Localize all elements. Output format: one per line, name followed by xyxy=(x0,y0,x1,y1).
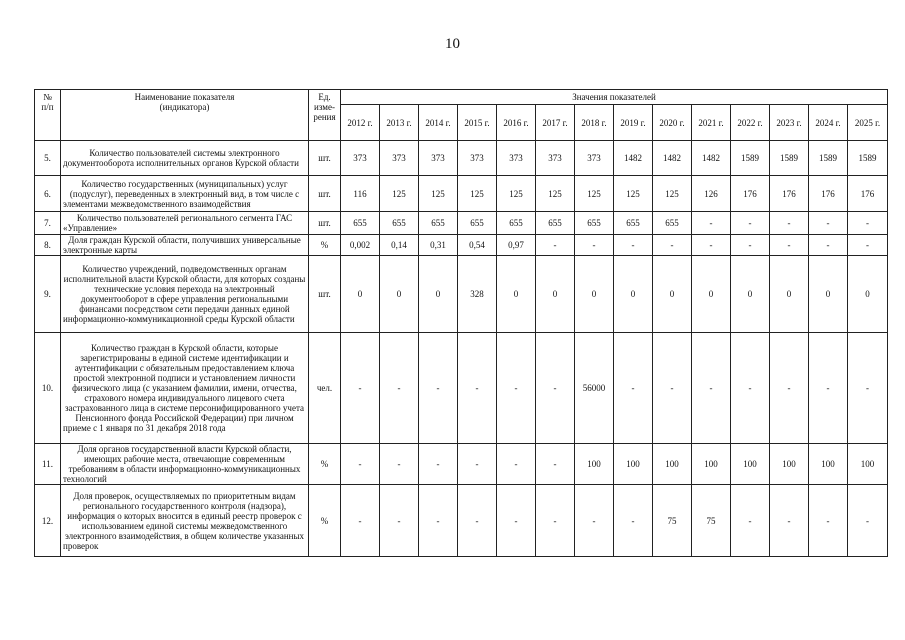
table-header xyxy=(35,90,888,141)
indicator-unit: шт. xyxy=(309,176,341,212)
indicator-value: 0 xyxy=(692,256,731,333)
row-number: 6. xyxy=(35,176,61,212)
row-number: 10. xyxy=(35,333,61,444)
header-year: 2019 г. xyxy=(614,105,653,141)
indicator-value: - xyxy=(536,235,575,256)
header-year: 2013 г. xyxy=(380,105,419,141)
indicator-value: 0,31 xyxy=(419,235,458,256)
indicator-value: - xyxy=(731,212,770,235)
row-number: 5. xyxy=(35,141,61,176)
indicator-value: - xyxy=(848,485,888,557)
indicator-value: 1589 xyxy=(731,141,770,176)
indicator-value: - xyxy=(731,235,770,256)
table-row xyxy=(35,485,888,557)
indicator-value: 0 xyxy=(770,256,809,333)
header-year: 2014 г. xyxy=(419,105,458,141)
indicator-value: 1482 xyxy=(614,141,653,176)
indicator-value: - xyxy=(692,212,731,235)
indicator-value: - xyxy=(770,333,809,444)
indicator-value: - xyxy=(809,485,848,557)
indicator-value: 1482 xyxy=(692,141,731,176)
indicator-value: 125 xyxy=(419,176,458,212)
indicator-value: 655 xyxy=(380,212,419,235)
header-year: 2023 г. xyxy=(770,105,809,141)
indicator-value: - xyxy=(692,333,731,444)
indicator-value: 100 xyxy=(809,444,848,485)
indicator-value: 655 xyxy=(653,212,692,235)
header-year: 2024 г. xyxy=(809,105,848,141)
indicator-value: 0 xyxy=(536,256,575,333)
header-name: Наименование показателя (индикатора) xyxy=(61,90,309,141)
indicator-value: 100 xyxy=(653,444,692,485)
row-number: 7. xyxy=(35,212,61,235)
indicator-value: 0 xyxy=(497,256,536,333)
row-number: 9. xyxy=(35,256,61,333)
indicator-value: 176 xyxy=(848,176,888,212)
indicator-value: - xyxy=(575,485,614,557)
table-row xyxy=(35,256,888,333)
indicator-value: - xyxy=(497,333,536,444)
indicator-value: 655 xyxy=(341,212,380,235)
indicator-unit: % xyxy=(309,485,341,557)
indicator-value: - xyxy=(458,444,497,485)
indicator-name: Количество пользователей системы электронного документооборота исполнительных органов Курской области xyxy=(61,141,309,176)
header-year: 2025 г. xyxy=(848,105,888,141)
indicator-value: 100 xyxy=(614,444,653,485)
indicator-value: - xyxy=(653,235,692,256)
indicator-value: - xyxy=(380,333,419,444)
indicator-name: Доля органов государственной власти Курской области, имеющих рабочие места, отвечающие современным требованиям в области информационно-коммуникационных технологий xyxy=(61,444,309,485)
indicator-value: - xyxy=(341,485,380,557)
header-year: 2017 г. xyxy=(536,105,575,141)
table-row xyxy=(35,141,888,176)
indicator-value: 100 xyxy=(848,444,888,485)
indicator-value: 0 xyxy=(653,256,692,333)
indicator-name: Количество учреждений, подведомственных органам исполнительной власти Курской области, для которых созданы технические условия перехода на электронный документооборот в сфере управления региональными финансами посредством сети передачи данных единой информационно-коммуникационной среды Курской области xyxy=(61,256,309,333)
table-row xyxy=(35,333,888,444)
indicator-value: - xyxy=(809,212,848,235)
indicator-value: - xyxy=(458,485,497,557)
indicator-value: - xyxy=(380,485,419,557)
header-values: Значения показателей xyxy=(341,90,888,105)
indicator-value: - xyxy=(692,235,731,256)
table-row xyxy=(35,444,888,485)
indicator-value: 655 xyxy=(458,212,497,235)
indicator-value: - xyxy=(848,212,888,235)
indicator-value: 1482 xyxy=(653,141,692,176)
indicator-value: 0 xyxy=(848,256,888,333)
indicator-value: - xyxy=(536,333,575,444)
indicator-value: 125 xyxy=(653,176,692,212)
indicator-name: Доля проверок, осуществляемых по приоритетным видам регионального государственного контроля (надзора), информация о которых вносится в единый реестр проверок с использованием единой системы межведомственного электронного взаимодействия, в общем количестве указанных проверок xyxy=(61,485,309,557)
indicator-value: 56000 xyxy=(575,333,614,444)
indicator-value: 125 xyxy=(614,176,653,212)
indicator-value: 373 xyxy=(380,141,419,176)
indicator-value: 116 xyxy=(341,176,380,212)
header-year: 2018 г. xyxy=(575,105,614,141)
indicator-value: - xyxy=(419,444,458,485)
indicator-value: 0 xyxy=(380,256,419,333)
indicator-value: - xyxy=(419,485,458,557)
header-unit: Ед. изме- рения xyxy=(309,90,341,141)
indicator-value: 0 xyxy=(809,256,848,333)
indicator-name: Количество пользователей регионального сегмента ГАС «Управление» xyxy=(61,212,309,235)
indicator-value: 75 xyxy=(653,485,692,557)
indicator-value: - xyxy=(614,235,653,256)
indicator-value: - xyxy=(653,333,692,444)
indicator-value: 176 xyxy=(809,176,848,212)
indicator-value: 0,97 xyxy=(497,235,536,256)
indicator-value: 0,14 xyxy=(380,235,419,256)
indicator-value: 125 xyxy=(497,176,536,212)
indicator-value: - xyxy=(614,333,653,444)
header-year: 2015 г. xyxy=(458,105,497,141)
indicator-value: 655 xyxy=(536,212,575,235)
header-year: 2012 г. xyxy=(341,105,380,141)
indicator-value: - xyxy=(848,333,888,444)
indicator-value: 100 xyxy=(731,444,770,485)
indicator-value: 125 xyxy=(458,176,497,212)
indicator-value: - xyxy=(419,333,458,444)
indicator-value: - xyxy=(458,333,497,444)
indicator-value: 373 xyxy=(497,141,536,176)
indicator-value: 125 xyxy=(380,176,419,212)
table-row xyxy=(35,212,888,235)
indicator-value: 126 xyxy=(692,176,731,212)
table-body xyxy=(35,141,888,557)
indicator-unit: чел. xyxy=(309,333,341,444)
row-number: 8. xyxy=(35,235,61,256)
indicator-value: 1589 xyxy=(770,141,809,176)
indicator-unit: шт. xyxy=(309,141,341,176)
indicator-value: 655 xyxy=(497,212,536,235)
indicator-value: 100 xyxy=(692,444,731,485)
indicator-value: 125 xyxy=(575,176,614,212)
row-number: 11. xyxy=(35,444,61,485)
indicator-value: 373 xyxy=(341,141,380,176)
indicator-value: - xyxy=(575,235,614,256)
indicator-value: - xyxy=(380,444,419,485)
header-year: 2021 г. xyxy=(692,105,731,141)
indicator-unit: % xyxy=(309,235,341,256)
indicator-value: 0 xyxy=(419,256,458,333)
indicator-value: - xyxy=(614,485,653,557)
indicator-name: Количество государственных (муниципальных) услуг (подуслуг), переведенных в электронный вид, в том числе с элементами межведомственного взаимодействия xyxy=(61,176,309,212)
indicator-value: 0 xyxy=(575,256,614,333)
indicator-value: - xyxy=(341,333,380,444)
indicator-value: 373 xyxy=(419,141,458,176)
indicator-value: 328 xyxy=(458,256,497,333)
indicator-value: - xyxy=(536,485,575,557)
indicator-name: Доля граждан Курской области, получивших универсальные электронные карты xyxy=(61,235,309,256)
indicators-table xyxy=(34,89,888,557)
header-year: 2020 г. xyxy=(653,105,692,141)
indicator-value: 655 xyxy=(419,212,458,235)
indicator-value: 100 xyxy=(770,444,809,485)
indicator-value: 75 xyxy=(692,485,731,557)
table-row xyxy=(35,235,888,256)
indicator-value: 373 xyxy=(575,141,614,176)
indicator-value: - xyxy=(341,444,380,485)
table-row xyxy=(35,176,888,212)
indicator-unit: шт. xyxy=(309,256,341,333)
indicator-value: - xyxy=(497,444,536,485)
indicator-value: 0,002 xyxy=(341,235,380,256)
indicator-value: 655 xyxy=(614,212,653,235)
indicator-value: - xyxy=(809,235,848,256)
indicator-value: - xyxy=(848,235,888,256)
indicator-value: 125 xyxy=(536,176,575,212)
indicator-value: - xyxy=(770,212,809,235)
indicator-value: 1589 xyxy=(848,141,888,176)
indicator-value: 0 xyxy=(341,256,380,333)
indicator-value: 655 xyxy=(575,212,614,235)
indicator-name: Количество граждан в Курской области, которые зарегистрированы в единой системе идентификации и аутентификации с обязательным предоставлением ключа простой электронной подписи и установлением личности физического лица (с указанием фамилии, имени, отчества, страхового номера индивидуального лицевого счета застрахованного лица в системе персонифицированного учета Пенсионного фонда Российской Федерации) при личном приеме с 1 января по 31 декабря 2018 года xyxy=(61,333,309,444)
indicator-value: - xyxy=(770,235,809,256)
indicator-value: - xyxy=(809,333,848,444)
indicator-value: 373 xyxy=(536,141,575,176)
indicator-value: - xyxy=(770,485,809,557)
indicator-value: 176 xyxy=(770,176,809,212)
indicator-value: 373 xyxy=(458,141,497,176)
page-number: 10 xyxy=(445,36,460,52)
row-number: 12. xyxy=(35,485,61,557)
indicator-value: - xyxy=(497,485,536,557)
indicator-value: - xyxy=(731,485,770,557)
indicator-value: 0 xyxy=(614,256,653,333)
indicator-value: 0,54 xyxy=(458,235,497,256)
indicator-value: - xyxy=(731,333,770,444)
indicator-value: 176 xyxy=(731,176,770,212)
indicator-value: - xyxy=(536,444,575,485)
header-year: 2022 г. xyxy=(731,105,770,141)
header-num: № п/п xyxy=(35,90,61,141)
indicator-value: 1589 xyxy=(809,141,848,176)
indicator-unit: шт. xyxy=(309,212,341,235)
indicator-value: 100 xyxy=(575,444,614,485)
indicator-value: 0 xyxy=(731,256,770,333)
indicator-unit: % xyxy=(309,444,341,485)
header-year: 2016 г. xyxy=(497,105,536,141)
